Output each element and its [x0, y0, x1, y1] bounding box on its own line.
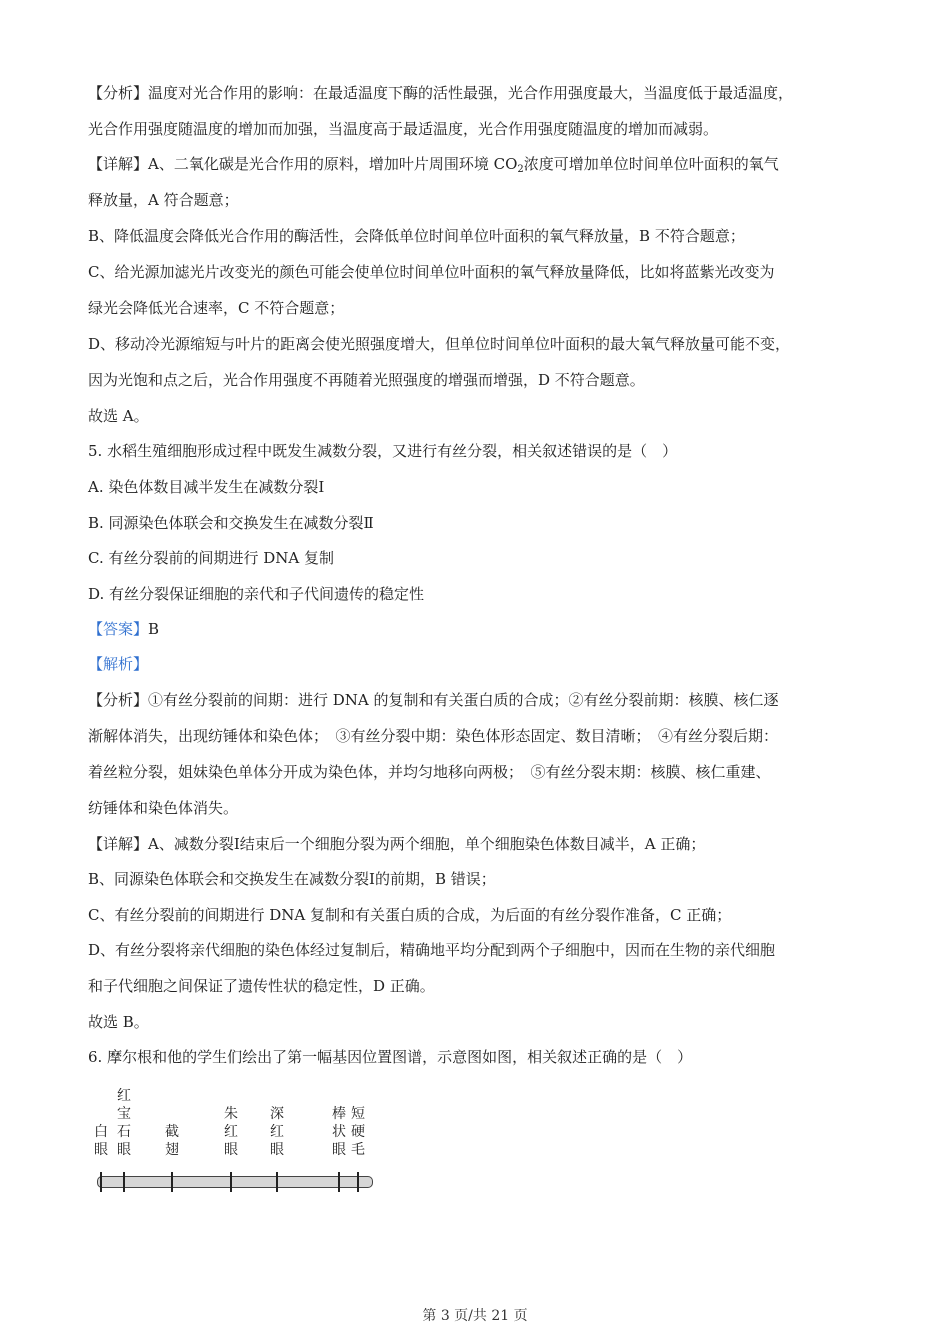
paragraph: 故选 A。 — [88, 407, 149, 425]
paragraph: B、同源染色体联会和交换发生在减数分裂Ⅰ的前期，B 错误； — [88, 870, 496, 888]
paragraph: 释放量，A 符合题意； — [88, 191, 239, 209]
answer: 【答案】B — [88, 620, 160, 638]
gene-locus-mark — [276, 1172, 278, 1192]
gene-map-diagram — [88, 1085, 388, 1200]
paragraph: 绿光会降低光合速率，C 不符合题意； — [88, 299, 345, 317]
gene-locus-mark — [338, 1172, 340, 1192]
paragraph: 故选 B。 — [88, 1013, 149, 1031]
gene-label-carmine-eye: 深红眼 — [270, 1106, 284, 1158]
paragraph: D、移动冷光源缩短与叶片的距离会使光照强度增大，但单位时间单位叶面积的最大氧气释放量可能不变， — [88, 335, 791, 353]
paragraph: 【详解】A、二氧化碳是光合作用的原料，增加叶片周围环境 $CO_2$浓度可增加单位时间单位叶面积的氧气 — [88, 155, 779, 175]
option-a: A. 染色体数目减半发生在减数分裂Ⅰ — [88, 478, 325, 496]
paragraph: 光合作用强度随温度的增加而加强，当温度高于最适温度，光合作用强度随温度的增加而减弱。 — [88, 120, 719, 138]
gene-label-cut-wing: 截翅 — [165, 1124, 179, 1158]
option-b: B. 同源染色体联会和交换发生在减数分裂Ⅱ — [88, 514, 374, 532]
option-d: D. 有丝分裂保证细胞的亲代和子代间遗传的稳定性 — [88, 585, 425, 603]
paragraph: D、有丝分裂将亲代细胞的染色体经过复制后，精确地平均分配到两个子细胞中，因而在生物的亲代细胞 — [88, 941, 776, 959]
gene-label-bar-eye: 棒状眼 — [332, 1106, 346, 1158]
paragraph: C、给光源加滤光片改变光的颜色可能会使单位时间单位叶面积的氧气释放量降低，比如将蓝紫光改变为 — [88, 263, 775, 281]
paragraph: 【详解】A、减数分裂Ⅰ结束后一个细胞分裂为两个细胞，单个细胞染色体数目减半，A 正确； — [88, 835, 706, 853]
page-footer: 第 3 页/共 21 页 — [422, 1308, 528, 1324]
gene-label-white-eye: 白眼 — [94, 1124, 108, 1158]
question-stem: 5. 水稻生殖细胞形成过程中既发生减数分裂，又进行有丝分裂，相关叙述错误的是（ ） — [88, 442, 678, 460]
option-c: C. 有丝分裂前的间期进行 DNA 复制 — [88, 549, 334, 567]
gene-label-bristle: 短硬毛 — [351, 1106, 365, 1158]
gene-label-ruby-eye: 红宝石眼 — [117, 1088, 131, 1158]
paragraph: 渐解体消失，出现纺锤体和染色体； ③有丝分裂中期：染色体形态固定、数目清晰； ④有丝分裂后期： — [88, 727, 779, 745]
paragraph: 纺锤体和染色体消失。 — [88, 799, 239, 817]
chromosome-bar — [97, 1176, 373, 1188]
gene-label-vermilion-eye: 朱红眼 — [224, 1106, 238, 1158]
gene-locus-mark — [230, 1172, 232, 1192]
question-stem: 6. 摩尔根和他的学生们绘出了第一幅基因位置图谱，示意图如图，相关叙述正确的是（ ） — [88, 1048, 693, 1066]
gene-locus-mark — [100, 1172, 102, 1192]
gene-locus-mark — [171, 1172, 173, 1192]
paragraph: B、降低温度会降低光合作用的酶活性，会降低单位时间单位叶面积的氧气释放量，B 不符合题意； — [88, 227, 745, 245]
analysis-heading: 【解析】 — [88, 655, 149, 673]
paragraph: 和子代细胞之间保证了遗传性状的稳定性，D 正确。 — [88, 977, 435, 995]
paragraph: 【分析】温度对光合作用的影响：在最适温度下酶的活性最强，光合作用强度最大，当温度低于最适温度， — [88, 84, 794, 102]
paragraph: 着丝粒分裂，姐妹染色单体分开成为染色体，并均匀地移向两极； ⑤有丝分裂末期：核膜、核仁重建、 — [88, 763, 771, 781]
paragraph: C、有丝分裂前的间期进行 DNA 复制和有关蛋白质的合成，为后面的有丝分裂作准备，C 正确； — [88, 906, 732, 924]
gene-locus-mark — [123, 1172, 125, 1192]
paragraph: 因为光饱和点之后，光合作用强度不再随着光照强度的增强而增强，D 不符合题意。 — [88, 371, 645, 389]
paragraph: 【分析】①有丝分裂前的间期：进行 DNA 的复制和有关蛋白质的合成；②有丝分裂前期：核膜、核仁逐 — [88, 691, 779, 709]
gene-locus-mark — [357, 1172, 359, 1192]
